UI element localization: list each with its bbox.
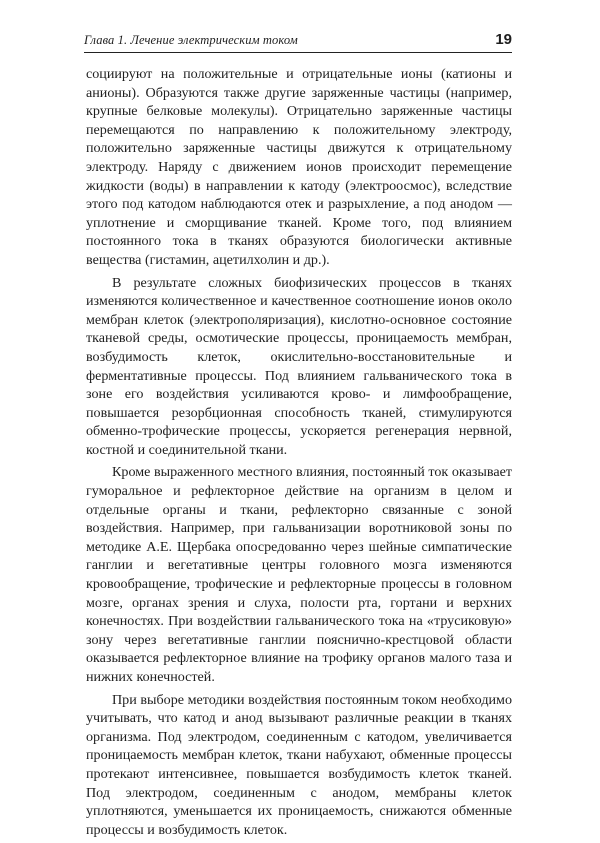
running-header xyxy=(84,30,512,53)
paragraph-2: В результате сложных биофизических процессов в тканях изменяются количественное и качественное соотношение ионов около мембран клеток (электрополяризация), кислотно-основное состояние тканевой среды, осмотические процессы, проницаемость мембран, возбудимость клеток, окислительно-восстановительные и ферментативные процессы. Под влиянием гальванического тока в зоне его воздействия усиливаются крово- и лимфообращение, повышается резорбционная способность тканей, стимулируются обменно-трофические процессы, ускоряется регенерация нервной, костной и соединительной ткани. xyxy=(86,274,512,458)
body-text xyxy=(86,65,512,843)
chapter-title: Глава 1. Лечение электрическим током xyxy=(84,33,298,47)
page-number: 19 xyxy=(495,31,512,48)
paragraph-4: При выборе методики воздействия постоянным током необходимо учитывать, что катод и анод вызывают различные реакции в тканях организма. Под электродом, соединенным с катодом, увеличивается проницаемость мембран клеток, ткани набухают, обменные процессы протекают интенсивнее, повышается возбудимость клеток тканей. Под электродом, соединенным с анодом, мембраны клеток уплотняются, уменьшается их проницаемость, снижаются обменные процессы и возбудимость клеток. xyxy=(86,691,512,838)
paragraph-1: социируют на положительные и отрицательные ионы (катионы и анионы). Образуются также другие заряженные частицы (например, крупные белковые молекулы). Отрицательно заряженные частицы перемещаются по направлению к положительному электроду, положительно заряженные частицы движутся к отрицательному электроду. Наряду с движением ионов происходит перемещение жидкости (воды) в направлении к катоду (электроосмос), вследствие этого под катодом наблюдаются отек и разрыхление, а под анодом — уплотнение и сморщивание тканей. Кроме того, под влиянием постоянного тока в тканях образуются биологически активные вещества (гистамин, ацетилхолин и др.). xyxy=(86,66,512,268)
paragraph-3: Кроме выраженного местного влияния, постоянный ток оказывает гуморальное и рефлекторное действие на организм в целом и отдельные органы и ткани, рефлекторно связанные с зоной воздействия. Например, при гальванизации воротниковой зоны по методике А.Е. Щербака опосредованно через шейные симпатические ганглии и вегетативные центры головного мозга изменяются кровообращение, трофические и рефлекторные процессы в головном мозге, органах зрения и слуха, полости рта, гортани и верхних конечностях. При воздействии гальванического тока на «трусиковую» зону через вегетативные ганглии пояснично-крестцовой области оказывается рефлекторное влияние на трофику органов малого таза и нижних конечностей. xyxy=(86,464,512,685)
